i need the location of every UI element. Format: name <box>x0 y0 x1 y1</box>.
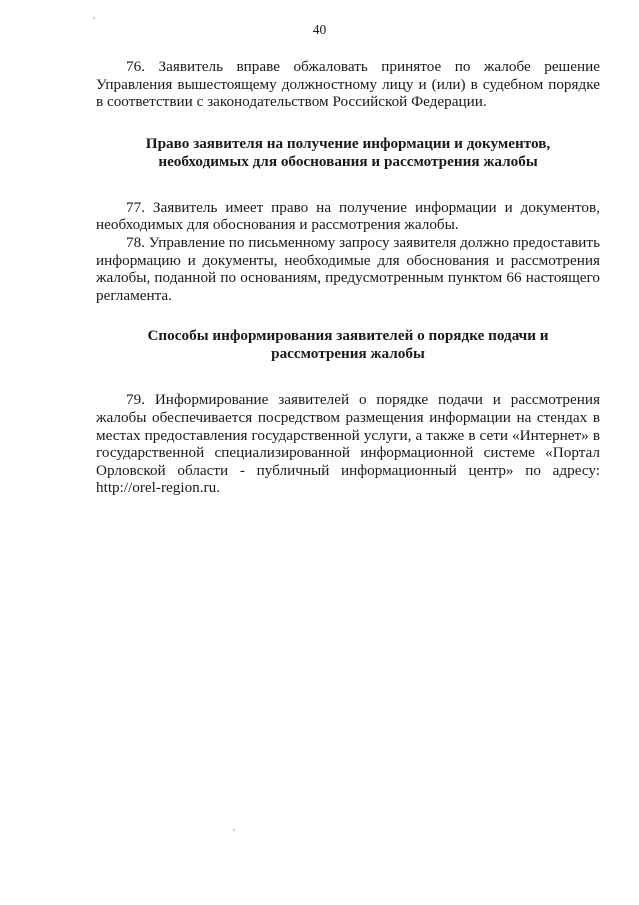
section-heading-informing-methods <box>96 327 600 363</box>
heading-line: Право заявителя на получение информации и документов, <box>145 134 551 152</box>
scan-speck <box>233 829 235 831</box>
paragraph-78: 78. Управление по письменному запросу заявителя должно предоставить информацию и документы, необходимые для обоснования и рассмотрения жалобы, поданной по основаниям, предусмотренным пунктом 66 настоящего регламента. <box>96 233 600 304</box>
page-number: 40 <box>312 22 327 37</box>
paragraph-79: 79. Информирование заявителей о порядке подачи и рассмотрения жалобы обеспечивается посредством размещения информации на стендах в местах предоставления государственной услуги, а также в сети «Интернет» в государственной специализированной информационной системе «Портал Орловской области - публичный информационный центр» по адресу: http://orel-region.ru. <box>96 391 600 497</box>
heading-line: рассмотрения жалобы <box>271 345 425 363</box>
paragraph-77: 77. Заявитель имеет право на получение информации и документов, необходимых для обоснования и рассмотрения жалобы. <box>96 198 600 234</box>
document-body <box>96 58 600 497</box>
heading-line: Способы информирования заявителей о порядке подачи и <box>147 327 549 345</box>
section-heading-right-to-information <box>96 135 600 171</box>
scan-speck <box>93 17 95 19</box>
heading-line: необходимых для обоснования и рассмотрения жалобы <box>158 152 538 170</box>
paragraph-76: 76. Заявитель вправе обжаловать принятое по жалобе решение Управления вышестоящему должностному лицу и (или) в судебном порядке в соответствии с законодательством Российской Федерации. <box>96 58 600 111</box>
